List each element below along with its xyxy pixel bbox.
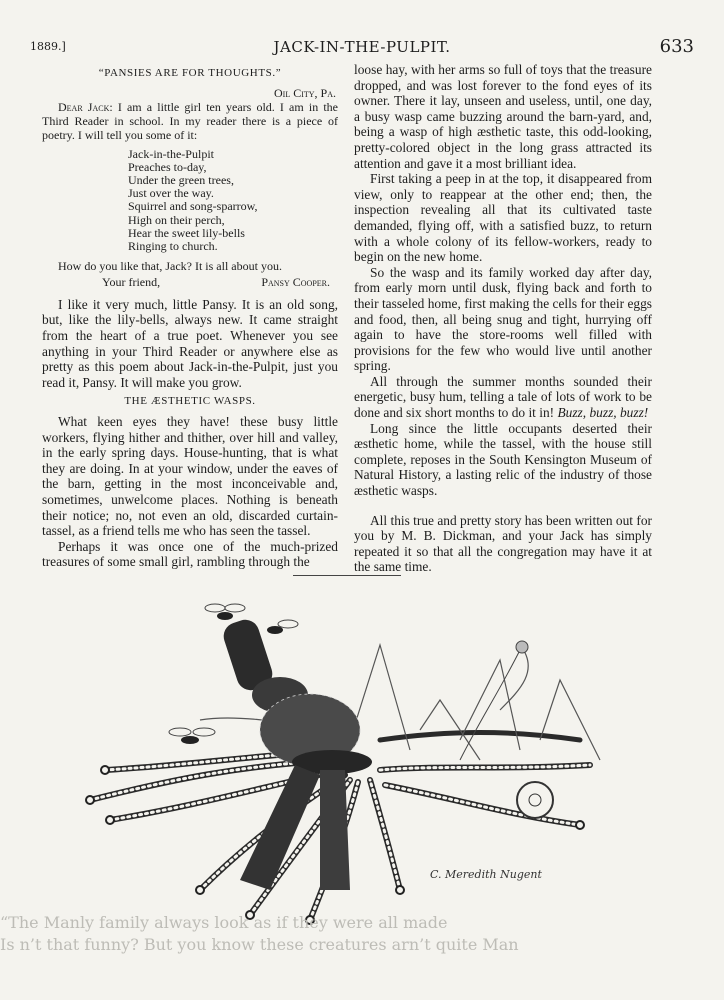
credit-paragraph: All this true and pretty story has been written out for you by M. B. Dickman, and your Jack has simply repeated it so that all the congregation may have it at the same time. bbox=[354, 512, 652, 575]
header-title: JACK-IN-THE-PULPIT. bbox=[273, 38, 451, 56]
section-rule bbox=[293, 575, 401, 576]
wasp-icon bbox=[169, 728, 215, 744]
wasps-paragraph-5: So the wasp and its family worked day after day, from early morn until dusk, flying back and forth to their tasseled home, first making the cells for their eggs and food, then, all being snug and tight, hurrying off again to have the store-rooms well filled with provisions for the few who would live until another spring. bbox=[354, 264, 652, 374]
wasps-paragraph-3: loose hay, with her arms so full of toys that the treasure dropped, and was lost forever to the fond eyes of its owner. There it lay, unseen and useless, until, one day, a busy wasp came buzzing around the barn-yard, and, being a wasp of high æsthetic taste, this odd-looking, pretty-colored object in the long grass attracted its attention and gave it a most brilliant idea. bbox=[354, 62, 652, 171]
letter-intro-text: I am a little girl ten years old. I am in the Third Reader in school. In my reader there is a piece of poetry. I will tell you some of it: bbox=[42, 99, 338, 142]
spacer bbox=[354, 499, 652, 513]
poem-line: Hear the sweet lily-bells bbox=[128, 225, 245, 240]
poem-line: Preaches to-day, bbox=[128, 159, 207, 174]
right-column bbox=[354, 62, 652, 575]
wasps-paragraph-1: What keen eyes they have! these busy little workers, flying hither and thither, over hill and valley, in the early spring days. House-hunting, that is what they are doing. In at your window, under the eaves of the barn, getting in the most inconceivable and, sometimes, unwelcome places. Nothing is beneath their notice; no, not even an old, discarded curtain-tassel, as a friend tells me who has seen the tassel. bbox=[42, 413, 338, 539]
poem-line: Squirrel and song-sparrow, bbox=[128, 199, 258, 214]
wasps-paragraph-4: First taking a peep in at the top, it disappeared from view, only to reappear at the other end; then, the inspection revealing all that its cultivated taste demanded, flying off, with a satisfied buzz, to return with a whole colony of its fellow-workers, ready to begin on the new home. bbox=[354, 171, 652, 265]
letter-signoff bbox=[42, 275, 338, 291]
show-through-text: “The Manly family always look as if they were all made bbox=[0, 913, 448, 932]
letter-intro bbox=[42, 100, 338, 142]
wasps-paragraph-2: Perhaps it was once one of the much-prized treasures of some small girl, rambling through the bbox=[42, 538, 338, 570]
wasp-icon bbox=[267, 620, 298, 634]
wasps-paragraph-7: Long since the little occupants deserted their æsthetic home, while the tassel, with the house still complete, reposes in the South Kensington Museum of Natural History, a lasting relic of the industry of those æsthetic wasps. bbox=[354, 420, 652, 499]
tassel-illustration bbox=[80, 590, 640, 940]
letter-greeting: Dear Jack: bbox=[58, 99, 113, 114]
poem-line: Just over the way. bbox=[128, 186, 214, 201]
wasps-paragraph-6 bbox=[354, 374, 652, 421]
page-number: 633 bbox=[659, 36, 694, 57]
paragraph-text: All through the summer months sounded their energetic, busy hum, telling a tale of lots of work to be done and six short months to do it in! bbox=[354, 373, 652, 421]
left-column bbox=[42, 62, 338, 570]
letter-closing: Your friend, bbox=[102, 275, 161, 290]
running-header bbox=[0, 36, 724, 60]
letter-location: Oil City, Pa. bbox=[274, 85, 336, 100]
wasps-heading: THE ÆSTHETIC WASPS. bbox=[124, 395, 256, 408]
header-date: 1889.] bbox=[30, 40, 66, 53]
jack-reply: I like it very much, little Pansy. It is an old song, but, like the lily-bells, always new. It came straight from the heart of a true poet. Whenever you see anything in your Third Reader or anywhere else as pretty as this poem about Jack-in-the-Pulpit, just you read it, Pansy. It will make you grow. bbox=[42, 296, 338, 390]
poem-line: Ringing to church. bbox=[128, 239, 218, 254]
poem bbox=[128, 148, 338, 254]
pansies-heading: “PANSIES ARE FOR THOUGHTS.” bbox=[98, 67, 282, 79]
letter-signature: Pansy Cooper. bbox=[261, 275, 330, 290]
poem-line: Jack-in-the-Pulpit bbox=[128, 146, 214, 161]
show-through-text: Is n’t that funny? But you know these creatures arn’t quite Man bbox=[0, 935, 519, 954]
poem-line: High on their perch, bbox=[128, 212, 225, 227]
buzz-text: Buzz, buzz, buzz! bbox=[557, 405, 649, 421]
letter-question: How do you like that, Jack? It is all about you. bbox=[58, 259, 282, 274]
poem-line: Under the green trees, bbox=[128, 173, 234, 187]
wasp-icon bbox=[205, 604, 245, 620]
artist-signature: C. Meredith Nugent bbox=[430, 868, 542, 881]
toy-spool bbox=[517, 782, 553, 818]
